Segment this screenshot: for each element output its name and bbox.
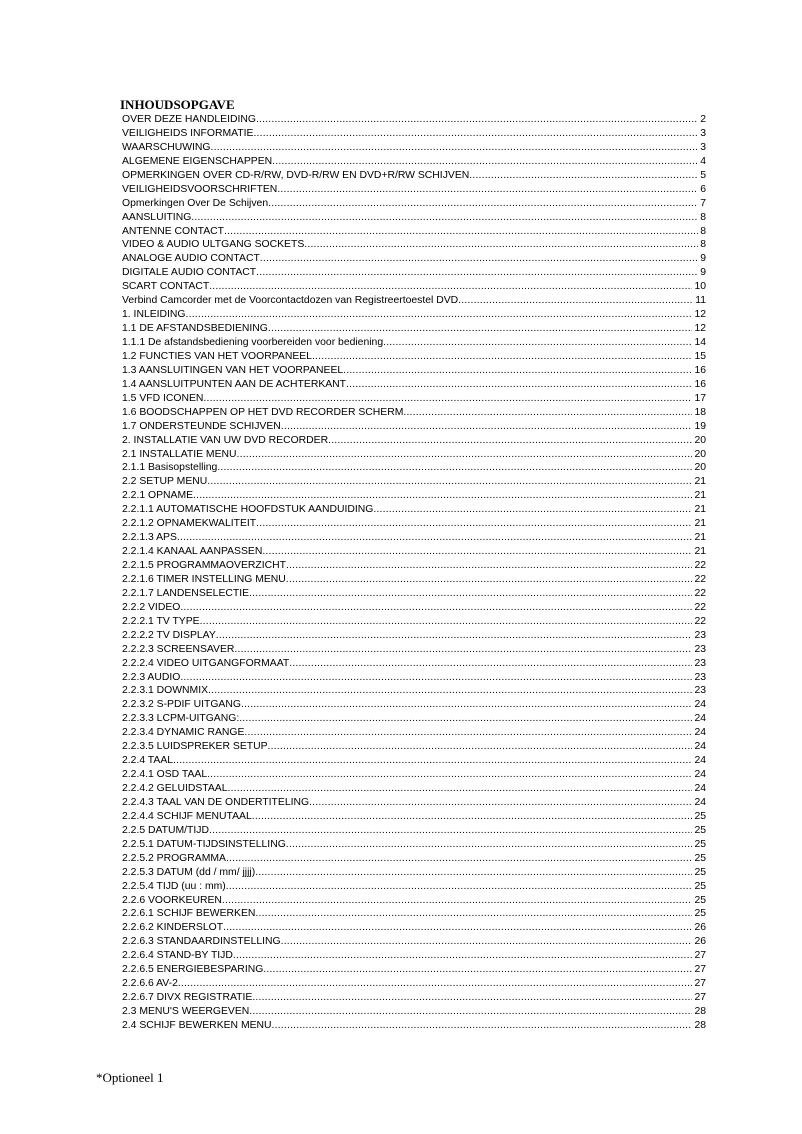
toc-dot-leader	[343, 364, 692, 378]
toc-entry-title: 2.2.2.1 TV TYPE	[122, 615, 200, 627]
toc-dot-leader	[252, 810, 693, 824]
toc-entry-title: 1. INLEIDING	[122, 309, 186, 321]
toc-entry-title: AANSLUITING	[122, 211, 192, 223]
toc-entry-title: 2.2.3.4 DYNAMIC RANGE	[122, 727, 245, 739]
toc-dot-leader	[180, 671, 692, 685]
toc-entry-title: 2.1 INSTALLATIE MENU	[122, 448, 237, 460]
toc-entry[interactable]	[122, 127, 706, 141]
toc-entry-title: 2.2.6.7 DIVX REGISTRATIE	[122, 992, 253, 1004]
toc-entry-page: 24	[694, 699, 706, 711]
toc-entry[interactable]	[122, 601, 706, 615]
toc-dot-leader	[255, 866, 692, 880]
toc-entry-page: 23	[694, 671, 706, 683]
toc-dot-leader	[178, 977, 693, 991]
toc-entry-title: 2.2.1.4 KANAAL AANPASSEN	[122, 546, 263, 558]
toc-entry-page: 22	[694, 601, 706, 613]
toc-entry-title: Opmerkingen Over De Schijven	[122, 197, 269, 209]
toc-dot-leader	[312, 350, 692, 364]
toc-dot-leader	[403, 406, 692, 420]
toc-entry-page: 27	[694, 950, 706, 962]
toc-entry-title: 2.2.6.3 STANDAARDINSTELLING	[122, 936, 281, 948]
toc-entry-page: 25	[694, 866, 706, 878]
toc-entry[interactable]	[122, 963, 706, 977]
toc-entry-page: 20	[694, 462, 706, 474]
toc-entry-title: 1.5 VFD ICONEN	[122, 392, 204, 404]
toc-entry-page: 8	[700, 239, 706, 251]
toc-entry-title: 2.1.1 Basisopstelling	[122, 462, 218, 474]
toc-entry[interactable]	[122, 796, 706, 810]
toc-entry-title: 2.2.1.1 AUTOMATISCHE HOOFDSTUK AANDUIDING	[122, 504, 374, 516]
toc-entry-page: 24	[694, 783, 706, 794]
toc-entry-page: 25	[694, 810, 706, 822]
toc-entry-title: 1.1 DE AFSTANDSBEDIENING	[122, 323, 268, 335]
toc-dot-leader	[458, 294, 693, 308]
toc-dot-leader	[186, 308, 693, 322]
toc-dot-leader	[216, 629, 693, 643]
toc-entry-page: 21	[694, 476, 706, 488]
toc-dot-leader	[203, 392, 692, 406]
toc-entry-page: 5	[700, 169, 706, 181]
toc-entry[interactable]	[122, 197, 706, 211]
toc-dot-leader	[286, 559, 692, 573]
toc-entry-title: Verbind Camcorder met de Voorcontactdozen van Registreertoestel DVD	[122, 295, 459, 307]
toc-entry[interactable]	[122, 420, 706, 434]
toc-entry[interactable]	[122, 880, 706, 894]
toc-entry[interactable]	[122, 991, 706, 1005]
toc-dot-leader	[207, 475, 692, 489]
toc-entry-page: 21	[694, 518, 706, 530]
toc-entry-title: 2.2.1.6 TIMER INSTELLING MENU	[122, 573, 286, 585]
toc-dot-leader	[180, 601, 692, 615]
toc-entry[interactable]	[122, 141, 706, 155]
toc-dot-leader	[346, 378, 692, 392]
toc-entry-title: 2.2.1.7 LANDENSELECTIE	[122, 587, 250, 599]
toc-entry-page: 28	[694, 1019, 706, 1031]
toc-entry-page: 26	[694, 922, 706, 934]
toc-entry-page: 25	[694, 880, 706, 892]
toc-entry[interactable]	[122, 475, 706, 489]
toc-entry[interactable]	[122, 308, 706, 322]
toc-entry-page: 27	[694, 978, 706, 990]
toc-entry[interactable]	[122, 294, 706, 308]
toc-entry-page: 24	[694, 741, 706, 753]
toc-entry[interactable]	[122, 671, 706, 685]
toc-entry-title: VEILIGHEIDSVOORSCHRIFTEN	[122, 183, 278, 195]
toc-dot-leader	[222, 894, 693, 908]
toc-entry-title: 2.2.6.5 ENERGIEBESPARING	[122, 964, 264, 976]
toc-entry-page: 22	[694, 615, 706, 627]
toc-entry[interactable]	[122, 810, 706, 824]
toc-entry-title: 2.2.3.5 LUIDSPREKER SETUP	[122, 741, 268, 753]
toc-entry-title: 2.2.2 VIDEO	[122, 601, 181, 613]
toc-entry-title: ANALOGE AUDIO CONTACT	[122, 253, 260, 265]
toc-dot-leader	[191, 211, 698, 225]
toc-entry-page: 9	[700, 267, 706, 279]
toc-entry-page: 27	[694, 964, 706, 976]
toc-entry[interactable]	[122, 266, 706, 280]
toc-dot-leader	[277, 183, 698, 197]
toc-entry-page: 25	[694, 894, 706, 906]
toc-dot-leader	[252, 991, 692, 1005]
toc-entry-page: 24	[694, 713, 706, 725]
toc-entry[interactable]	[122, 824, 706, 838]
toc-dot-leader	[253, 127, 698, 141]
toc-entry-page: 8	[700, 211, 706, 223]
toc-dot-leader	[226, 852, 693, 866]
toc-entry[interactable]	[122, 252, 706, 266]
toc-dot-leader	[286, 573, 693, 587]
toc-dot-leader	[217, 461, 692, 475]
toc-entry-title: 2.2.1.2 OPNAMEKWALITEIT	[122, 518, 257, 530]
toc-entry[interactable]	[122, 406, 706, 420]
toc-entry-page: 21	[694, 532, 706, 544]
toc-entry[interactable]	[122, 935, 706, 949]
toc-dot-leader	[177, 531, 693, 545]
toc-entry-title: ANTENNE CONTACT	[122, 225, 224, 237]
toc-entry[interactable]	[122, 280, 706, 294]
toc-entry[interactable]	[122, 461, 706, 475]
toc-dot-leader	[226, 880, 693, 894]
toc-entry-page: 19	[694, 420, 706, 432]
toc-entry-title: SCART CONTACT	[122, 281, 210, 293]
toc-entry-title: 2.2.4.1 OSD TAAL	[122, 769, 208, 781]
toc-entry-title: 2.2.1 OPNAME	[122, 490, 194, 502]
toc-entry-title: 2.2.4.2 GELUIDSTAAL	[122, 783, 228, 794]
toc-dot-leader	[281, 935, 693, 949]
toc-entry[interactable]	[122, 754, 706, 768]
toc-entry-title: 2.2.3.1 DOWNMIX	[122, 685, 209, 697]
toc-entry[interactable]	[122, 907, 706, 921]
toc-entry[interactable]	[122, 573, 706, 587]
toc-entry-page: 16	[694, 378, 706, 390]
toc-dot-leader	[241, 698, 692, 712]
toc-entry[interactable]	[122, 740, 706, 754]
toc-entry-page: 4	[700, 155, 706, 167]
toc-dot-leader	[249, 1005, 692, 1019]
toc-dot-leader	[328, 434, 692, 448]
page-footer: *Optioneel 1	[96, 1070, 164, 1085]
toc-entry-title: WAARSCHUWING	[122, 141, 211, 153]
toc-entry-page: 11	[695, 295, 706, 307]
toc-entry[interactable]	[122, 113, 706, 127]
toc-dot-leader	[211, 141, 699, 155]
toc-entry-title: 1.1.1 De afstandsbediening voorbereiden voor bediening	[122, 337, 384, 348]
toc-heading: INHOUDSOPGAVE	[120, 97, 235, 112]
toc-entry[interactable]	[122, 364, 706, 378]
toc-dot-leader	[223, 921, 692, 935]
toc-entry-page: 17	[694, 392, 706, 404]
toc-dot-leader	[244, 726, 692, 740]
toc-entry-page: 8	[700, 225, 706, 237]
toc-entry-page: 24	[694, 796, 706, 808]
toc-dot-leader	[234, 643, 692, 657]
toc-entry[interactable]	[122, 322, 706, 336]
toc-dot-leader	[272, 155, 698, 169]
toc-entry[interactable]	[122, 866, 706, 880]
toc-entry-title: VIDEO & AUDIO ULTGANG SOCKETS	[122, 239, 305, 251]
toc-entry[interactable]	[122, 559, 706, 573]
toc-dot-leader	[208, 684, 692, 698]
toc-dot-leader	[383, 336, 692, 350]
toc-entry-title: OPMERKINGEN OVER CD-R/RW, DVD-R/RW EN DVD+R/RW SCHIJVEN	[122, 169, 470, 181]
toc-entry[interactable]	[122, 1019, 706, 1033]
toc-dot-leader	[272, 1019, 693, 1033]
toc-entry-title: 2.2.6 VOORKEUREN	[122, 894, 222, 906]
toc-entry[interactable]	[122, 698, 706, 712]
toc-dot-leader	[256, 266, 698, 280]
toc-dot-leader	[469, 169, 698, 183]
toc-entry[interactable]	[122, 852, 706, 866]
toc-entry[interactable]	[122, 629, 706, 643]
toc-entry[interactable]	[122, 350, 706, 364]
toc-entry-page: 21	[694, 490, 706, 502]
toc-entry[interactable]	[122, 782, 706, 796]
toc-entry[interactable]	[122, 489, 706, 503]
toc-entry-title: 2.2.4 TAAL	[122, 755, 174, 767]
toc-entry-title: 2.2.1.3 APS	[122, 532, 177, 544]
toc-dot-leader	[207, 768, 692, 782]
toc-entry-title: 1.4 AANSLUITPUNTEN AAN DE ACHTERKANT	[122, 378, 347, 390]
toc-dot-leader	[262, 545, 692, 559]
toc-entry-title: 2.2.3 AUDIO	[122, 671, 181, 683]
toc-entry-page: 20	[694, 434, 706, 446]
toc-entry-page: 18	[694, 406, 706, 418]
toc-entry-page: 25	[694, 852, 706, 864]
toc-entry-page: 24	[694, 727, 706, 739]
toc-dot-leader	[260, 252, 698, 266]
toc-entry-page: 21	[694, 546, 706, 558]
toc-entry-title: ALGEMENE EIGENSCHAPPEN	[122, 155, 273, 167]
toc-entry[interactable]	[122, 615, 706, 629]
toc-entry-page: 20	[694, 448, 706, 460]
toc-entry-title: 2.2.5.2 PROGRAMMA	[122, 852, 226, 864]
toc-entry-title: 2.2.5 DATUM/TIJD	[122, 824, 209, 836]
toc-entry-title: 2.2.2.2 TV DISPLAY	[122, 629, 216, 641]
toc-entry-title: 2.2.6.2 KINDERSLOT	[122, 922, 224, 934]
toc-entry[interactable]	[122, 712, 706, 726]
toc-entry-page: 6	[700, 183, 706, 195]
toc-dot-leader	[200, 615, 693, 629]
toc-entry[interactable]	[122, 838, 706, 852]
toc-entry-title: 2.2.3.3 LCPM-UITGANG:	[122, 713, 240, 725]
toc-entry-page: 22	[694, 560, 706, 571]
toc-dot-leader	[239, 712, 692, 726]
toc-dot-leader	[256, 113, 698, 127]
toc-entry-title: 2.2.4.3 TAAL VAN DE ONDERTITELING	[122, 796, 310, 808]
toc-entry-page: 23	[694, 643, 706, 655]
toc-entry-title: 2.2.2.4 VIDEO UITGANGFORMAAT	[122, 657, 290, 669]
toc-entry-page: 12	[694, 323, 706, 335]
toc-entry[interactable]	[122, 448, 706, 462]
toc-entry[interactable]	[122, 684, 706, 698]
toc-dot-leader	[373, 503, 692, 517]
toc-entry-page: 25	[694, 838, 706, 850]
toc-entry[interactable]	[122, 977, 706, 991]
toc-entry[interactable]	[122, 726, 706, 740]
toc-entry-title: 2.4 SCHIJF BEWERKEN MENU	[122, 1019, 272, 1031]
toc-entry-page: 24	[694, 755, 706, 767]
toc-entry-title: 2.2.5.3 DATUM (dd / mm/ jjjj)	[122, 866, 256, 878]
toc-entry-title: DIGITALE AUDIO CONTACT	[122, 267, 257, 279]
toc-entry[interactable]	[122, 1005, 706, 1019]
toc-entry[interactable]	[122, 587, 706, 601]
toc-entry[interactable]	[122, 238, 706, 252]
toc-entry[interactable]	[122, 392, 706, 406]
toc-entry-title: 2.2.6.6 AV-2	[122, 978, 178, 990]
toc-entry-title: 2. INSTALLATIE VAN UW DVD RECORDER	[122, 434, 329, 446]
toc-dot-leader	[304, 238, 698, 252]
table-of-contents	[122, 113, 706, 1033]
toc-entry-page: 14	[694, 337, 706, 348]
toc-entry-title: 2.2.2.3 SCREENSAVER	[122, 643, 235, 655]
toc-entry[interactable]	[122, 225, 706, 239]
toc-entry-page: 26	[694, 936, 706, 948]
toc-entry[interactable]	[122, 643, 706, 657]
toc-entry[interactable]	[122, 657, 706, 671]
toc-entry-page: 25	[694, 908, 706, 920]
toc-entry-title: 2.2.6.1 SCHIJF BEWERKEN	[122, 908, 256, 920]
toc-entry[interactable]	[122, 155, 706, 169]
toc-entry[interactable]	[122, 545, 706, 559]
toc-dot-leader	[286, 838, 693, 852]
toc-dot-leader	[233, 949, 693, 963]
toc-entry[interactable]	[122, 531, 706, 545]
toc-entry[interactable]	[122, 434, 706, 448]
toc-entry-page: 24	[694, 769, 706, 781]
toc-entry[interactable]	[122, 336, 706, 350]
toc-entry-title: OVER DEZE HANDLEIDING	[122, 114, 256, 125]
toc-entry-page: 21	[694, 504, 706, 516]
toc-entry-page: 23	[694, 657, 706, 669]
toc-entry-title: 1.2 FUNCTIES VAN HET VOORPANEEL	[122, 350, 312, 362]
toc-entry-page: 16	[694, 364, 706, 376]
toc-dot-leader	[193, 489, 692, 503]
toc-entry[interactable]	[122, 378, 706, 392]
toc-entry-title: 1.7 ONDERSTEUNDE SCHIJVEN	[122, 420, 281, 432]
toc-entry-page: 23	[694, 629, 706, 641]
toc-entry-title: 2.2.3.2 S-PDIF UITGANG	[122, 699, 241, 711]
toc-entry-title: 2.2.5.1 DATUM-TIJDSINSTELLING	[122, 838, 286, 850]
toc-entry-title: 1.3 AANSLUITINGEN VAN HET VOORPANEEL	[122, 364, 344, 376]
toc-entry-title: 2.2.1.5 PROGRAMMAOVERZICHT	[122, 560, 286, 571]
toc-entry-page: 23	[694, 685, 706, 697]
toc-entry[interactable]	[122, 183, 706, 197]
toc-dot-leader	[268, 740, 693, 754]
toc-entry-title: 2.2.6.4 STAND-BY TIJD	[122, 950, 233, 962]
toc-entry[interactable]	[122, 169, 706, 183]
toc-entry-title: 1.6 BOODSCHAPPEN OP HET DVD RECORDER SCHERM	[122, 406, 404, 418]
toc-entry-title: 2.3 MENU'S WEERGEVEN	[122, 1006, 250, 1017]
toc-entry[interactable]	[122, 949, 706, 963]
toc-entry-title: VEILIGHEIDS INFORMATIE	[122, 127, 254, 139]
toc-entry-page: 22	[694, 573, 706, 585]
toc-entry-page: 28	[694, 1006, 706, 1017]
toc-entry-page: 10	[694, 281, 706, 293]
toc-entry-page: 22	[694, 587, 706, 599]
toc-dot-leader	[263, 963, 692, 977]
toc-entry-page: 3	[700, 127, 706, 139]
toc-dot-leader	[281, 420, 693, 434]
toc-entry-title: 2.2.5.4 TIJD (uu : mm)	[122, 880, 226, 892]
toc-entry[interactable]	[122, 503, 706, 517]
toc-dot-leader	[268, 322, 693, 336]
toc-entry-page: 12	[694, 309, 706, 321]
toc-entry[interactable]	[122, 894, 706, 908]
toc-dot-leader	[228, 782, 693, 796]
toc-entry-page: 2	[700, 114, 706, 125]
toc-entry-title: 2.2 SETUP MENU	[122, 476, 208, 488]
toc-entry[interactable]	[122, 517, 706, 531]
toc-dot-leader	[289, 657, 692, 671]
toc-dot-leader	[309, 796, 692, 810]
toc-entry-page: 27	[694, 992, 706, 1004]
toc-dot-leader	[237, 448, 693, 462]
toc-entry[interactable]	[122, 211, 706, 225]
toc-entry-page: 25	[694, 824, 706, 836]
toc-entry[interactable]	[122, 921, 706, 935]
toc-entry-page: 9	[700, 253, 706, 265]
toc-dot-leader	[209, 824, 692, 838]
toc-entry[interactable]	[122, 768, 706, 782]
toc-dot-leader	[256, 517, 692, 531]
toc-entry-title: 2.2.4.4 SCHIJF MENUTAAL	[122, 810, 252, 822]
toc-entry-page: 3	[700, 141, 706, 153]
toc-dot-leader	[268, 197, 698, 211]
toc-dot-leader	[249, 587, 692, 601]
toc-entry-page: 15	[694, 350, 706, 362]
toc-dot-leader	[209, 280, 692, 294]
toc-dot-leader	[255, 907, 692, 921]
toc-dot-leader	[173, 754, 692, 768]
toc-dot-leader	[224, 225, 698, 239]
toc-entry-page: 7	[700, 197, 706, 209]
